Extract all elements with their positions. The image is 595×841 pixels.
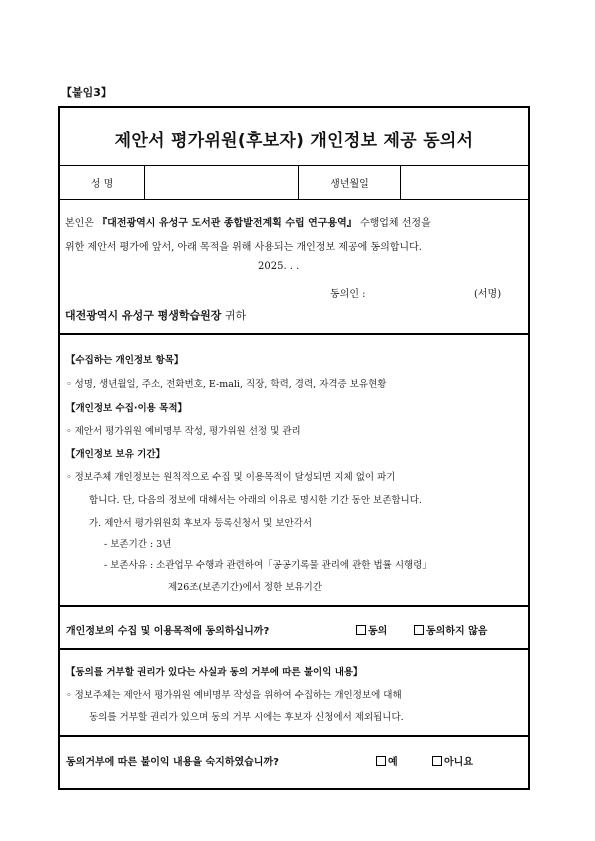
retention-line-6: 제26조(보존기간)에서 정한 보유기간 [168,582,323,593]
retention-line-1: ◦ 정보주체 개인정보는 원칙적으로 수집 및 이용목적이 달성되면 지체 없이 파기 [66,472,396,483]
disagree-checkbox[interactable] [414,625,424,635]
no-option[interactable] [432,753,473,768]
project-name: 『대전광역시 유성구 도서관 종합발전계획 수립 연구용역』 [97,218,357,229]
yes-label: 예 [388,757,398,768]
retention-line-4: - 보존기간 : 3년 [104,539,172,550]
consent-line-1 [65,214,431,229]
recipient: 대전광역시 유성구 평생학습원장 [65,309,222,322]
refusal-line-1: ◦ 정보주체는 제안서 평가위원 예비명부 작성을 위하여 수집하는 개인정보에 대해 [66,690,402,701]
divider [60,735,528,737]
name-label: 성 명 [90,179,114,190]
yes-checkbox[interactable] [376,756,386,766]
yes-option[interactable] [376,753,398,768]
consent-suffix: 수행업체 선정을 [356,218,431,229]
divider [60,605,528,607]
name-field[interactable] [145,166,298,199]
signer-label: 동의인 : [330,289,366,300]
purpose-text: ◦ 제안서 평가위원 예비명부 작성, 평가위원 선정 및 관리 [66,426,301,437]
divider [60,648,528,650]
question-2: 동의거부에 따른 불이익 내용을 숙지하였습니까? [66,757,279,768]
no-label: 아니요 [444,757,473,768]
retention-title: 【개인정보 보유 기간】 [66,449,166,460]
divider [60,333,528,335]
divider [60,199,528,200]
consent-line-2: 위한 제안서 평가에 앞서, 아래 목적을 위해 사용되는 개인정보 제공에 동의합니다. [65,242,422,253]
form-title: 제안서 평가위원(후보자) 개인정보 제공 동의서 [114,131,474,151]
attachment-tag: 【붙임3】 [61,86,112,99]
no-checkbox[interactable] [432,756,442,766]
recipient-suffix: 귀하 [221,309,247,322]
consent-form [58,106,530,790]
items-title: 【수집하는 개인정보 항목】 [66,355,184,366]
birth-field[interactable] [401,166,530,199]
agree-option[interactable] [356,622,387,637]
refusal-title: 【동의를 거부할 권리가 있다는 사실과 동의 거부에 따른 불이익 내용】 [66,667,363,678]
agree-checkbox[interactable] [356,625,366,635]
recipient-line [65,307,246,323]
consent-prefix: 본인은 [65,218,98,229]
birth-label: 생년월일 [330,179,369,190]
purpose-title: 【개인정보 수집·이용 목적】 [66,403,187,414]
question-1: 개인정보의 수집 및 이용목적에 동의하십니까? [66,626,270,637]
sign-mark: (서명) [474,289,502,300]
items-text: ◦ 성명, 생년월일, 주소, 전화번호, E-mali, 직장, 학력, 경력, 자격증 보유현황 [66,379,387,390]
retention-line-5: - 보존사유 : 소관업무 수행과 관련하여「공공기록물 관리에 관한 법률 시행령」 [104,560,432,571]
retention-line-3: 가. 제안서 평가위원회 후보자 등록신청서 및 보안각서 [89,518,313,529]
disagree-option[interactable] [414,622,487,637]
refusal-line-2: 동의를 거부할 권리가 있으며 동의 거부 시에는 후보자 신청에서 제외됩니다. [89,712,404,723]
consent-date: 2025. . . [258,261,300,272]
agree-label: 동의 [368,626,388,637]
disagree-label: 동의하지 않음 [426,626,488,637]
retention-line-2: 합니다. 단, 다음의 정보에 대해서는 아래의 이유로 명시한 기간 동안 보존합니다. [89,495,422,506]
